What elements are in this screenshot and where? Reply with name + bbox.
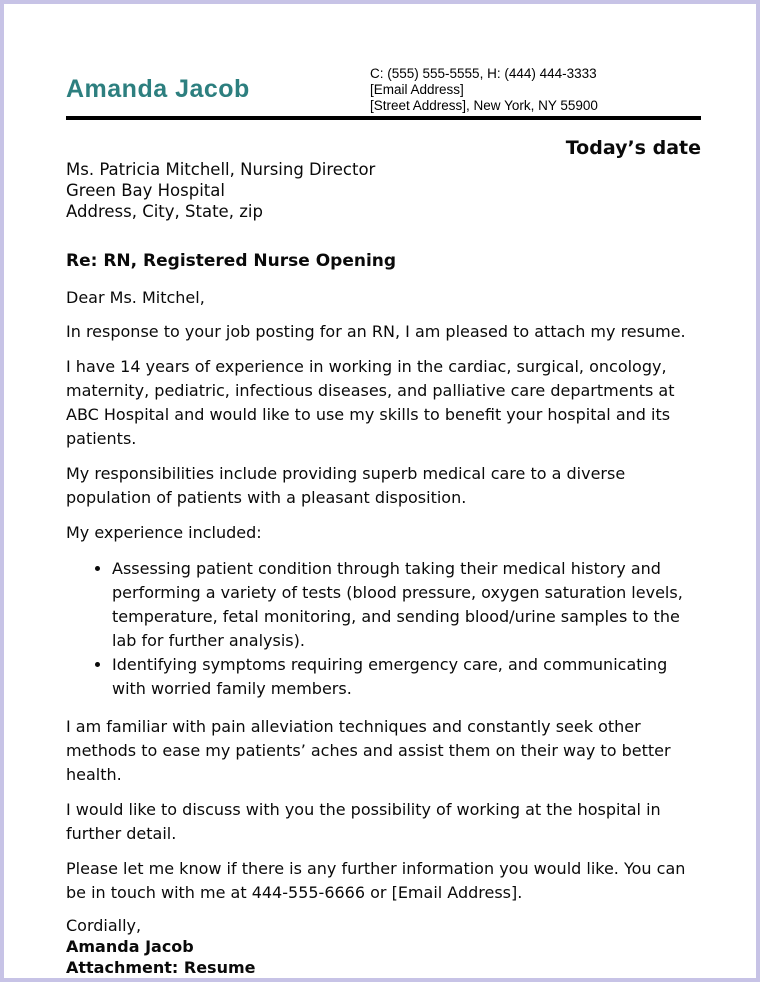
body-paragraph: My responsibilities include providing superb medical care to a diverse population of patients with a pleasant disposition. <box>66 464 626 507</box>
sender-address-line: [Street Address], New York, NY 55900 <box>370 98 598 113</box>
signature-name: Amanda Jacob <box>66 937 194 956</box>
list-item: • Assessing patient condition through taking their medical history and performing a variety of tests (blood pressure, oxygen saturation levels, temperature, fetal monitoring, and sending blood/urine samples to the lab for further analysis). <box>112 557 701 653</box>
attachment-note: Attachment: Resume <box>66 958 256 977</box>
salutation: Dear Ms. Mitchel, <box>66 288 205 307</box>
closing-phrase: Cordially, <box>66 916 142 935</box>
sender-contact-block <box>370 66 598 114</box>
list-item: • Identifying symptoms requiring emergency care, and communicating with worried family members. <box>112 653 701 701</box>
body-paragraph: In response to your job posting for an RN, I am pleased to attach my resume. <box>66 322 686 341</box>
signoff-block <box>66 915 701 978</box>
subject-line: Re: RN, Registered Nurse Opening <box>66 251 397 271</box>
body-paragraph: I am familiar with pain alleviation techniques and constantly seek other methods to ease my patients’ aches and assist them on their way to better health. <box>66 717 671 784</box>
recipient-name-line: Ms. Patricia Mitchell, Nursing Director <box>66 160 376 179</box>
experience-intro: My experience included: <box>66 523 262 542</box>
recipient-company-line: Green Bay Hospital <box>66 181 225 200</box>
letterhead <box>66 66 701 114</box>
header-divider <box>66 116 701 120</box>
sender-name: Amanda Jacob <box>66 75 250 103</box>
body-paragraph: Please let me know if there is any further information you would like. You can be in touch with me at 444-555-6666 or [Email Address]. <box>66 859 686 902</box>
date-line: Today’s date <box>565 137 701 159</box>
sender-phone-line: C: (555) 555-5555, H: (444) 444-3333 <box>370 66 597 81</box>
recipient-address-line: Address, City, State, zip <box>66 202 263 221</box>
body-paragraph: I would like to discuss with you the possibility of working at the hospital in further detail. <box>66 800 661 843</box>
sender-email-line: [Email Address] <box>370 82 464 97</box>
experience-list <box>66 557 701 701</box>
body-paragraph: I have 14 years of experience in working in the cardiac, surgical, oncology, maternity, pediatric, infectious diseases, and palliative care departments at ABC Hospital and would like to use my skills to benefit your hospital and its patients. <box>66 357 675 448</box>
recipient-block <box>66 159 701 222</box>
